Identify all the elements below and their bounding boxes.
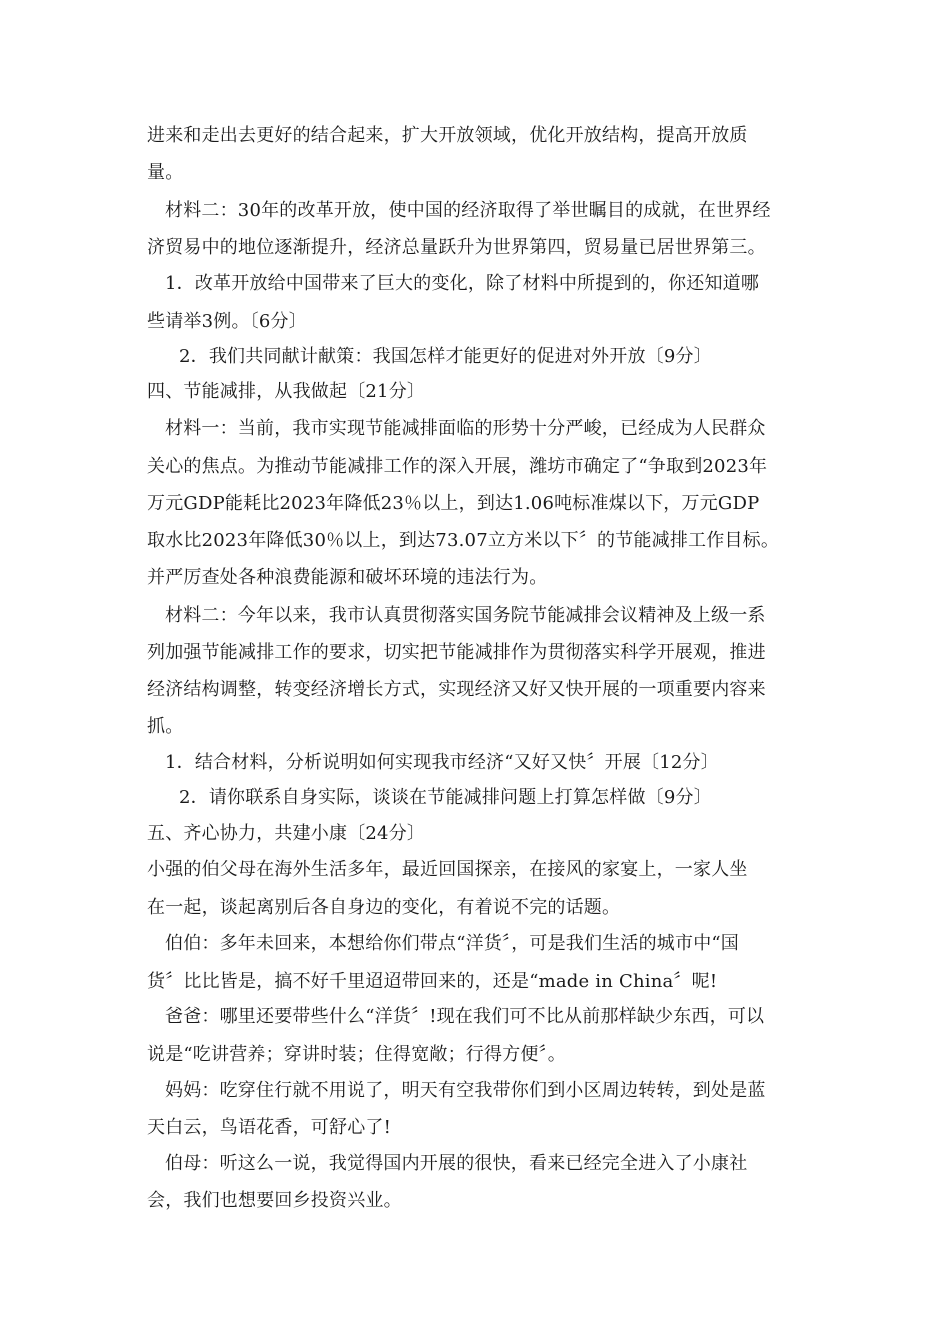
text-line: 关心的焦点。为推动节能减排工作的深入开展，潍坊市确定了“争取到2023年 [147, 456, 768, 477]
text-line: 量。 [147, 162, 184, 183]
section-heading: 四、节能减排，从我做起〔21分〕 [147, 381, 426, 402]
text-line: 材料一：当前，我市实现节能减排面临的形势十分严峻，已经成为人民群众 [165, 418, 766, 439]
text-line: 货〞比比皆是，搞不好千里迢迢带回来的，还是“made in China〞呢! [147, 971, 718, 992]
text-line: 伯伯：多年未回来，本想给你们带点“洋货〞，可是我们生活的城市中“国 [165, 933, 740, 954]
text-line: 说是“吃讲营养；穿讲时装；住得宽敞；行得方便〞。 [147, 1044, 566, 1065]
text-line: 在一起，谈起离别后各自身边的变化，有着说不完的话题。 [147, 897, 621, 918]
text-line: 进来和走出去更好的结合起来，扩大开放领域，优化开放结构，提高开放质 [147, 125, 748, 146]
section-heading: 五、齐心协力，共建小康〔24分〕 [147, 823, 426, 844]
text-line: 小强的伯父母在海外生活多年，最近回国探亲，在接风的家宴上，一家人坐 [147, 859, 748, 880]
text-line: 抓。 [147, 716, 184, 737]
text-line: 取水比2023年降低30％以上，到达73.07立方米以下〞的节能减排工作目标。 [147, 530, 780, 551]
text-line: 1．结合材料，分析说明如何实现我市经济“又好又快〞开展〔12分〕 [165, 752, 719, 773]
text-line: 2．请你联系自身实际，谈谈在节能减排问题上打算怎样做〔9分〕 [179, 787, 712, 808]
text-line: 材料二：今年以来，我市认真贯彻落实国务院节能减排会议精神及上级一系 [165, 605, 766, 626]
text-line: 会，我们也想要回乡投资兴业。 [147, 1190, 402, 1211]
text-line: 万元GDP能耗比2023年降低23％以上，到达1.06吨标准煤以下，万元GDP [147, 493, 760, 514]
text-line: 2．我们共同献计献策：我国怎样才能更好的促进对外开放〔9分〕 [179, 346, 712, 367]
text-line: 妈妈：吃穿住行就不用说了，明天有空我带你们到小区周边转转，到处是蓝 [165, 1080, 766, 1101]
text-line: 伯母：听这么一说，我觉得国内开展的很快，看来已经完全进入了小康社 [165, 1153, 748, 1174]
text-line: 列加强节能减排工作的要求，切实把节能减排作为贯彻落实科学开展观，推进 [147, 642, 766, 663]
text-line: 些请举3例。〔6分〕 [147, 311, 307, 332]
text-line: 天白云，鸟语花香，可舒心了! [147, 1117, 392, 1138]
text-line: 济贸易中的地位逐渐提升，经济总量跃升为世界第四，贸易量已居世界第三。 [147, 237, 766, 258]
text-line: 经济结构调整，转变经济增长方式，实现经济又好又快开展的一项重要内容来 [147, 679, 766, 700]
text-line: 并严厉查处各种浪费能源和破坏环境的违法行为。 [147, 567, 548, 588]
text-line: 1．改革开放给中国带来了巨大的变化，除了材料中所提到的，你还知道哪 [165, 273, 760, 294]
text-line: 爸爸：哪里还要带些什么“洋货〞!现在我们可不比从前那样缺少东西，可以 [165, 1006, 765, 1027]
text-line: 材料二：30年的改革开放，使中国的经济取得了举世瞩目的成就，在世界经 [165, 200, 771, 221]
